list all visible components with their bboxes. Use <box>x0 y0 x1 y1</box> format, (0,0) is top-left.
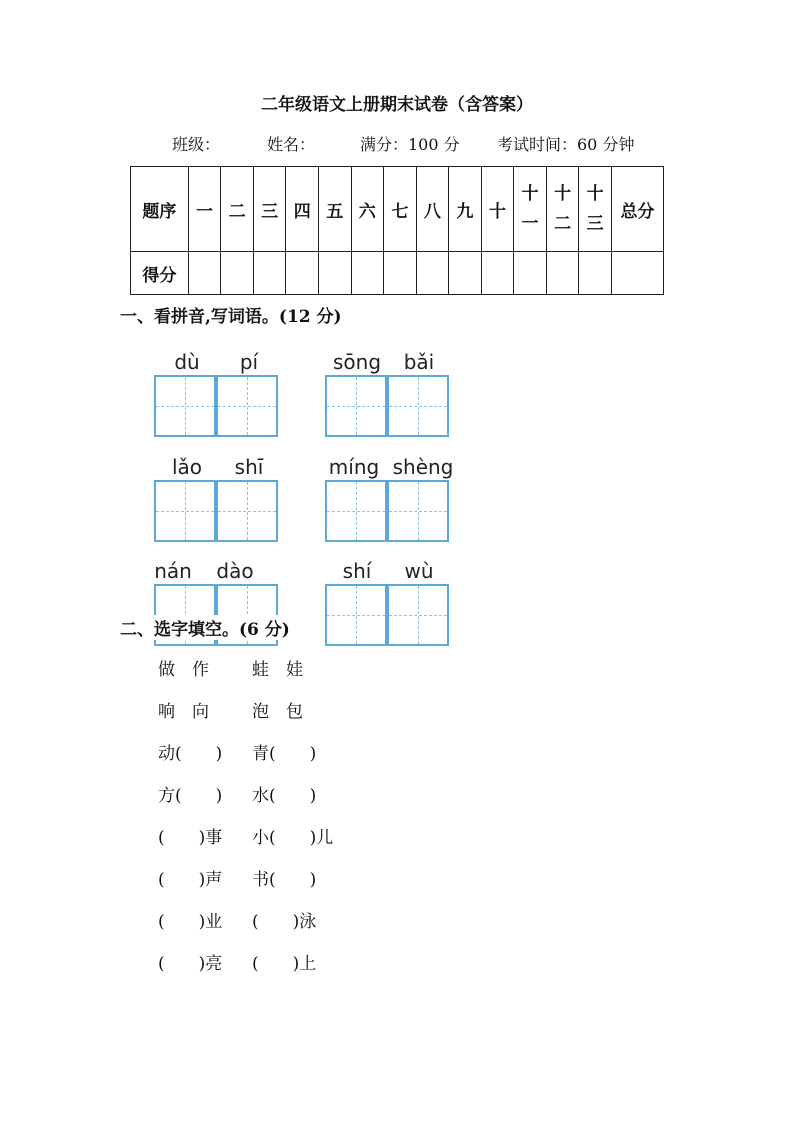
pinyin-label: shèng <box>392 455 454 479</box>
blank-item[interactable]: 书( ) <box>252 870 317 890</box>
col-13-top: 十 <box>586 184 604 204</box>
blank-item[interactable]: 水( ) <box>252 786 317 806</box>
pinyin-label: míng <box>328 455 380 479</box>
document-title: 二年级语文上册期末试卷（含答案） <box>261 95 533 115</box>
col-12 <box>546 167 579 252</box>
pinyin-label: sōng <box>332 350 382 374</box>
blank-item[interactable]: 方( ) <box>158 786 223 806</box>
writing-box[interactable] <box>325 584 387 646</box>
pinyin-label: wù <box>404 559 434 583</box>
col-11-bottom: 一 <box>521 214 539 234</box>
exam-time-label: 考试时间：60 分钟 <box>497 135 635 154</box>
col-6: 六 <box>351 167 384 252</box>
pinyin-label: pí <box>239 350 259 374</box>
col-13 <box>579 167 612 252</box>
col-3: 三 <box>253 167 286 252</box>
writing-box[interactable] <box>325 480 387 542</box>
pinyin-label: lǎo <box>171 455 203 479</box>
table-head-order: 题序 <box>131 167 189 252</box>
score-cell[interactable] <box>546 252 579 295</box>
score-cell[interactable] <box>579 252 612 295</box>
table-head-total: 总分 <box>611 167 663 252</box>
blank-item[interactable]: 小( )儿 <box>252 828 334 848</box>
score-cell[interactable] <box>514 252 547 295</box>
section-1-heading: 一、看拼音,写词语。(12 分) <box>120 307 342 327</box>
section-2-heading: 二、选字填空。(6 分) <box>120 615 294 640</box>
blank-item[interactable]: ( )业 <box>158 912 223 932</box>
pinyin-label: shí <box>342 559 372 583</box>
col-2: 二 <box>221 167 254 252</box>
choice-left: 响 向 <box>158 702 209 722</box>
writing-box[interactable] <box>216 375 278 437</box>
name-label: 姓名： <box>267 135 316 154</box>
writing-box[interactable] <box>154 480 216 542</box>
blank-item[interactable]: ( )泳 <box>252 912 317 932</box>
col-5: 五 <box>318 167 351 252</box>
score-cell[interactable] <box>188 252 221 295</box>
score-cell[interactable] <box>351 252 384 295</box>
class-label: 班级： <box>172 135 221 154</box>
writing-box[interactable] <box>154 375 216 437</box>
writing-box[interactable] <box>325 375 387 437</box>
col-12-top: 十 <box>554 184 572 204</box>
pinyin-label: nán <box>154 559 192 583</box>
table-head-score: 得分 <box>131 252 189 295</box>
writing-box[interactable] <box>216 480 278 542</box>
col-8: 八 <box>416 167 449 252</box>
score-cell[interactable] <box>416 252 449 295</box>
pinyin-label: dù <box>174 350 200 374</box>
col-4: 四 <box>286 167 319 252</box>
col-10: 十 <box>481 167 514 252</box>
pinyin-label: dào <box>216 559 254 583</box>
score-cell[interactable] <box>253 252 286 295</box>
blank-item[interactable]: 青( ) <box>252 744 317 764</box>
blank-item[interactable]: 动( ) <box>158 744 223 764</box>
writing-box[interactable] <box>387 584 449 646</box>
choice-left: 做 作 <box>158 660 209 680</box>
col-1: 一 <box>188 167 221 252</box>
writing-box[interactable] <box>387 375 449 437</box>
col-11 <box>514 167 547 252</box>
score-cell-total[interactable] <box>611 252 663 295</box>
score-table <box>130 166 664 295</box>
score-cell[interactable] <box>286 252 319 295</box>
col-11-top: 十 <box>521 184 539 204</box>
col-13-bottom: 三 <box>586 214 604 234</box>
col-12-bottom: 二 <box>554 214 572 234</box>
blank-item[interactable]: ( )亮 <box>158 954 223 974</box>
full-score-label: 满分：100 分 <box>360 135 460 154</box>
blank-item[interactable]: ( )上 <box>252 954 317 974</box>
score-cell[interactable] <box>449 252 482 295</box>
score-cell[interactable] <box>221 252 254 295</box>
blank-item[interactable]: ( )声 <box>158 870 223 890</box>
score-cell[interactable] <box>384 252 417 295</box>
pinyin-label: bǎi <box>403 350 435 374</box>
choice-right: 泡 包 <box>252 702 303 722</box>
score-cell[interactable] <box>481 252 514 295</box>
choice-right: 蛙 娃 <box>252 660 303 680</box>
col-7: 七 <box>384 167 417 252</box>
writing-box[interactable] <box>387 480 449 542</box>
blank-item[interactable]: ( )事 <box>158 828 223 848</box>
col-9: 九 <box>449 167 482 252</box>
pinyin-label: shī <box>234 455 264 479</box>
score-cell[interactable] <box>318 252 351 295</box>
